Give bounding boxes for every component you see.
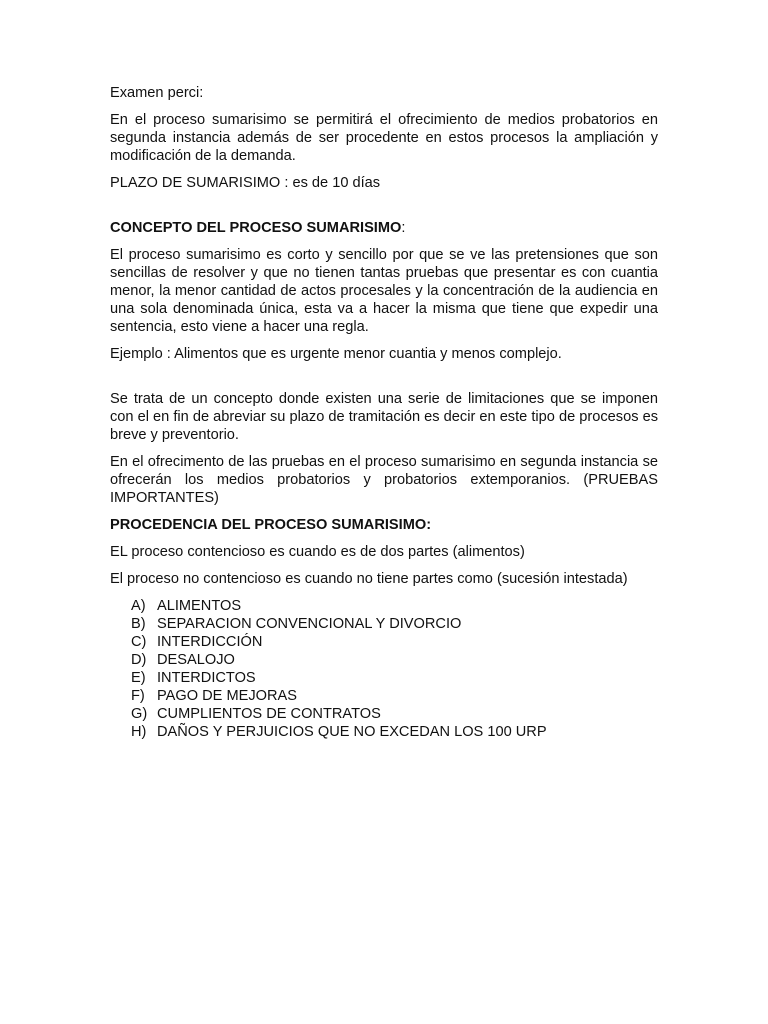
list-marker: D) [131, 652, 147, 668]
list-marker: G) [131, 706, 148, 722]
list-item-text: INTERDICCIÓN [157, 634, 263, 650]
list-item-text: PAGO DE MEJORAS [157, 688, 298, 704]
list-item [131, 615, 658, 633]
procedencia-list [110, 597, 658, 741]
contencioso-line: EL proceso contencioso es cuando es de dos partes (alimentos) [110, 544, 525, 560]
ejemplo-line: Ejemplo : Alimentos que es urgente menor cuantia y menos complejo. [110, 346, 562, 362]
list-item [131, 633, 658, 651]
list-item-text: DAÑOS Y PERJUICIOS QUE NO EXCEDAN LOS 100 URP [157, 724, 547, 740]
concepto-heading-line [110, 219, 658, 237]
list-marker: B) [131, 616, 146, 632]
intro-paragraph: En el proceso sumarisimo se permitirá el ofrecimiento de medios probatorios en segunda instancia además de ser procedente en estos procesos la ampliación y modificación de la demanda. [110, 112, 658, 164]
list-marker: H) [131, 724, 147, 740]
concepto-heading-colon: : [401, 220, 406, 236]
no-contencioso-paragraph: El proceso no contencioso es cuando no tiene partes como (sucesión intestada) [110, 571, 628, 587]
ofrecimiento-paragraph: En el ofrecimento de las pruebas en el proceso sumarisimo en segunda instancia se ofrecerán los medios probatorios y probatorios extemporanios. (PRUEBAS IMPORTANTES) [110, 454, 658, 506]
concepto-paragraph: El proceso sumarisimo es corto y sencillo por que se ve las pretensiones que son sencillas de resolver y que no tienen tantas pruebas que presentar es con cuantia menor, la menor cantidad de actos procesales y la concentración de la audiencia en una sola denominada única, esta va a hacer la misma que tiene que expedir una sentencia, esto viene a hacer una regla. [110, 247, 658, 335]
list-item [131, 597, 658, 615]
document-title-line: Examen perci: [110, 85, 204, 101]
list-item-text: SEPARACION CONVENCIONAL Y DIVORCIO [157, 616, 462, 632]
document-page [110, 84, 658, 741]
list-item [131, 687, 658, 705]
list-item [131, 669, 658, 687]
blank-line [110, 372, 658, 390]
list-item-text: INTERDICTOS [157, 670, 256, 686]
list-item [131, 705, 658, 723]
list-marker: F) [131, 688, 145, 704]
limitaciones-paragraph: Se trata de un concepto donde existen una serie de limitaciones que se imponen con el en fin de abreviar su plazo de tramitación es decir en este tipo de procesos es breve y preventorio. [110, 391, 658, 443]
list-item-text: ALIMENTOS [157, 598, 242, 614]
list-marker: E) [131, 670, 146, 686]
procedencia-heading: PROCEDENCIA DEL PROCESO SUMARISIMO: [110, 517, 432, 533]
list-marker: A) [131, 598, 146, 614]
blank-line [110, 201, 658, 219]
list-item [131, 723, 658, 741]
list-item-text: CUMPLIENTOS DE CONTRATOS [157, 706, 381, 722]
plazo-line: PLAZO DE SUMARISIMO : es de 10 días [110, 175, 381, 191]
list-item [131, 651, 658, 669]
list-marker: C) [131, 634, 147, 650]
list-item-text: DESALOJO [157, 652, 235, 668]
concepto-heading: CONCEPTO DEL PROCESO SUMARISIMO [110, 220, 402, 236]
